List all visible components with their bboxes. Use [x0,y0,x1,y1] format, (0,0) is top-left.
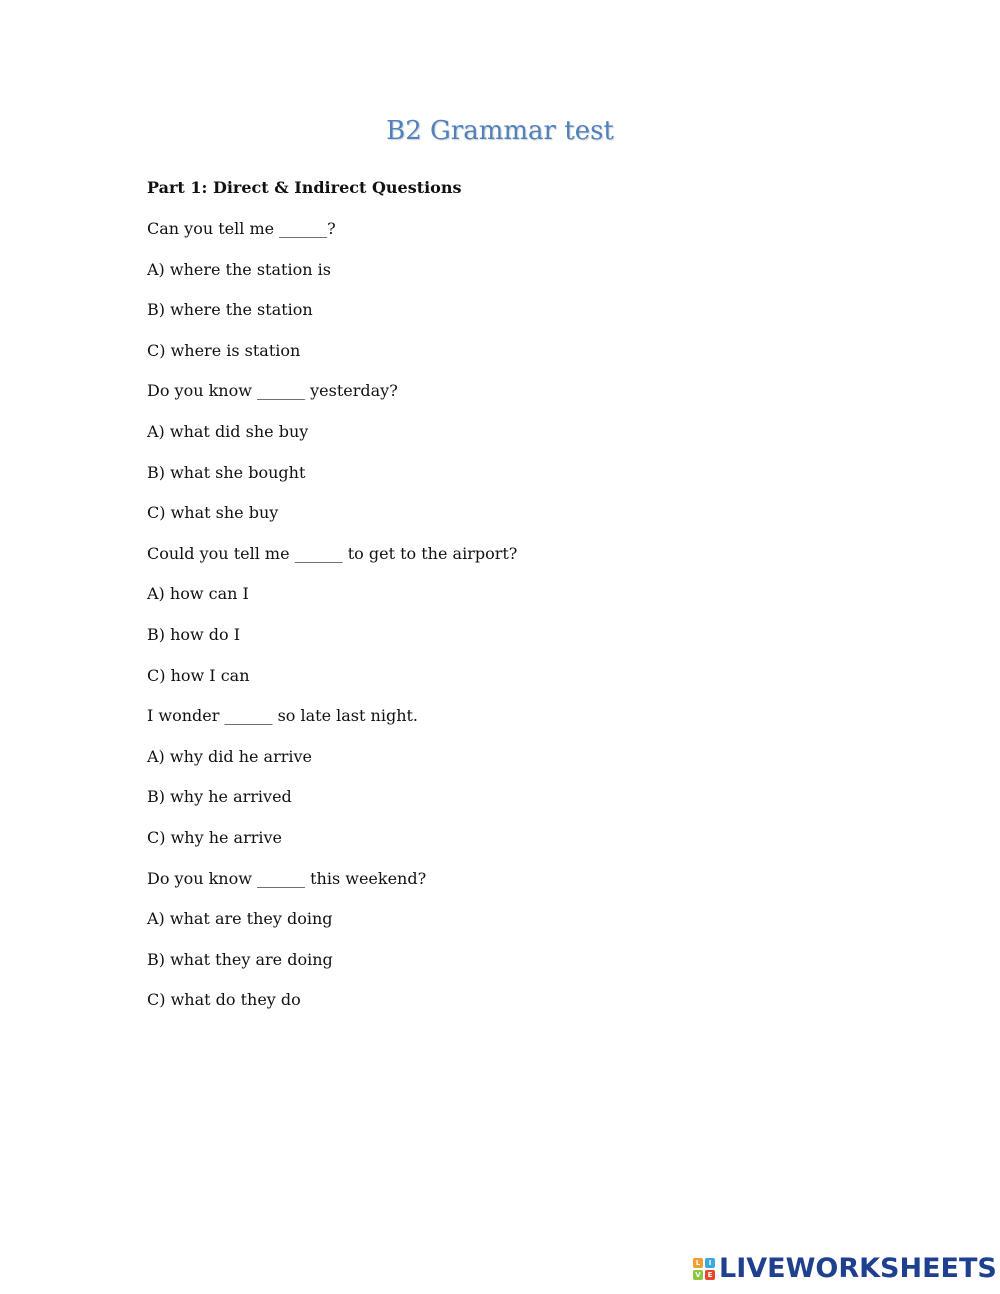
liveworksheets-logo [693,1254,997,1284]
option-4a: A) why did he arrive [147,746,313,766]
option-3c: C) how I can [147,665,250,685]
option-5a: A) what are they doing [147,909,333,929]
option-2c: C) what she buy [147,503,279,523]
option-2b: B) what she bought [147,462,306,482]
part-heading: Part 1: Direct & Indirect Questions [147,178,462,197]
question-4: I wonder ______ so late last night. [147,706,419,726]
option-1b: B) where the station [147,300,313,320]
question-5: Do you know ______ this weekend? [147,868,427,888]
question-3: Could you tell me ______ to get to the airport? [147,543,518,563]
option-3a: A) how can I [147,584,249,604]
logo-mark-icon [693,1258,715,1280]
logo-mark-i: I [705,1258,715,1268]
page-title: B2 Grammar test [386,116,614,146]
option-5c: C) what do they do [147,990,301,1010]
option-5b: B) what they are doing [147,949,333,969]
question-1: Can you tell me ______? [147,219,336,238]
logo-mark-v: V [693,1270,703,1280]
logo-text: LIVEWORKSHEETS [719,1253,997,1284]
option-2a: A) what did she buy [147,421,309,441]
option-1a: A) where the station is [147,259,331,279]
option-4c: C) why he arrive [147,827,283,847]
logo-mark-e: E [705,1270,715,1280]
question-2: Do you know ______ yesterday? [147,381,398,401]
logo-mark-l: L [693,1258,703,1268]
option-3b: B) how do I [147,624,241,644]
question-list [147,219,517,1031]
option-1c: C) where is station [147,340,301,360]
option-4b: B) why he arrived [147,787,292,807]
